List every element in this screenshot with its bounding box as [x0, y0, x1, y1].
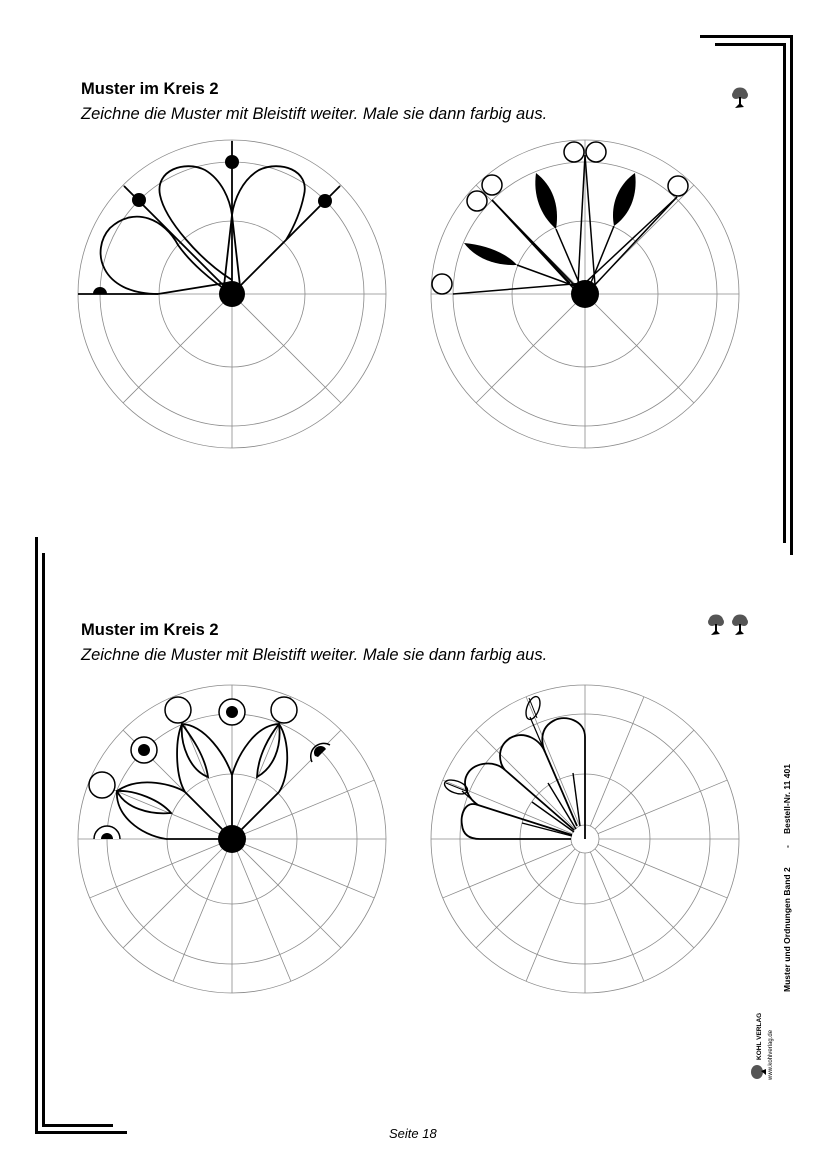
publisher-tree-icon: [748, 1062, 768, 1082]
grid-spoke: [173, 839, 232, 981]
grid-spoke: [232, 839, 291, 981]
grid-spoke: [90, 839, 232, 898]
publisher-logo: KOHL VERLAG: [756, 1012, 763, 1060]
order-number: Bestell-Nr. 11 401: [782, 764, 792, 834]
pattern-circle-1: [78, 140, 386, 448]
section-1-title: Muster im Kreis 2: [81, 80, 219, 98]
center-dot: [571, 280, 599, 308]
grid-spoke: [232, 780, 374, 839]
grid-spoke: [232, 839, 341, 948]
publisher-website: www.kohlverlag.de: [768, 1029, 774, 1080]
grid-spoke: [123, 839, 232, 948]
grid-spoke: [232, 839, 374, 898]
pattern-circle-3: [78, 685, 386, 993]
section-2-instruction: Zeichne die Muster mit Bleistift weiter. Male sie dann farbig aus.: [81, 646, 548, 664]
book-title: Muster und Ordnungen Band 2: [782, 867, 792, 992]
tree-icon: [708, 615, 724, 636]
publisher-sidebar: [752, 740, 792, 1120]
section-2-title: Muster im Kreis 2: [81, 621, 219, 639]
separator: -: [782, 845, 792, 848]
tree-icon: [732, 615, 748, 636]
page-number: Seite 18: [389, 1126, 437, 1141]
center-dot: [218, 825, 246, 853]
center-dot: [219, 281, 245, 307]
section-1-instruction: Zeichne die Muster mit Bleistift weiter. Male sie dann farbig aus.: [81, 105, 548, 123]
pattern-circle-4: [431, 685, 739, 993]
tree-icon: [732, 88, 748, 109]
pattern-circle-2: [431, 140, 739, 448]
